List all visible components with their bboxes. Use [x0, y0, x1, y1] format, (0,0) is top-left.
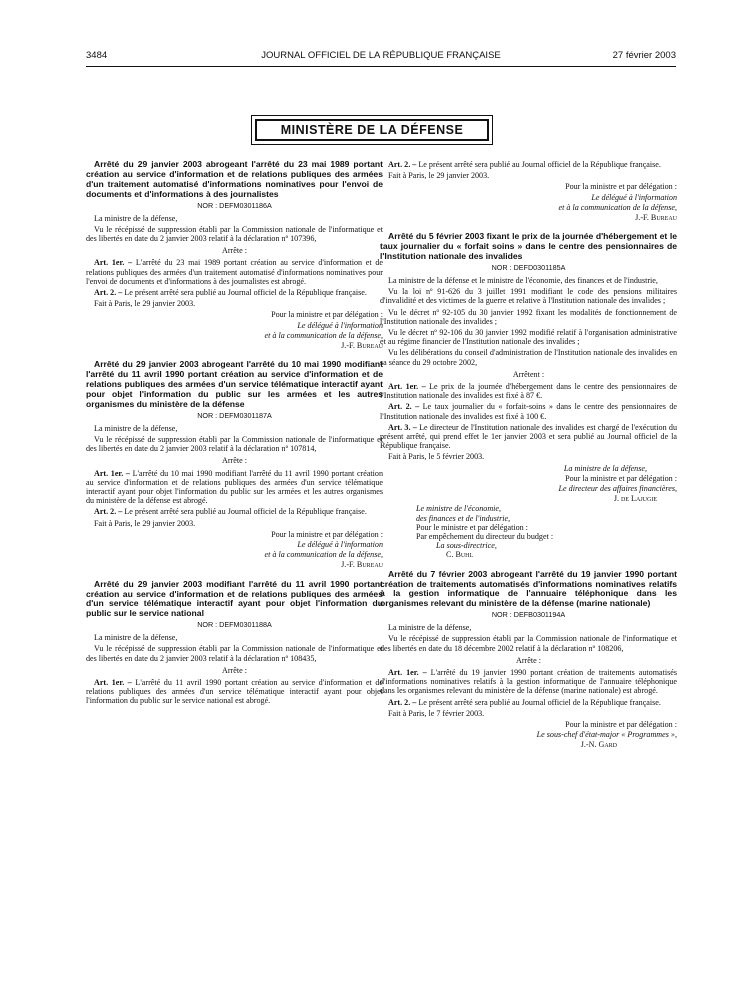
article-1	[380, 382, 677, 400]
fait-line: Fait à Paris, le 29 janvier 2003.	[94, 299, 196, 309]
article-2	[380, 402, 677, 420]
preamble: Vu le récépissé de suppression établi par la Commission nationale de l'informatique et des libertés en date du 2 janvier 2003 relatif à la déclaration nº 108435,	[86, 644, 383, 663]
decree-title: Arrêté du 29 janvier 2003 modifiant l'arrêté du 11 avril 1990 portant création au service d'information et de relations publiques des armées d'un service télématique interactif ayant pour objet l'information du public sur le service national	[86, 578, 383, 619]
arrete-label: Arrête :	[222, 456, 247, 466]
signature-line: et à la communication de la défense,	[264, 550, 383, 560]
ministry-title: MINISTÈRE DE LA DÉFENSE	[255, 119, 489, 141]
decree-2	[86, 360, 383, 569]
article-label: Art. 1er. –	[94, 678, 132, 688]
signature-line: Pour la ministre et par délégation :	[271, 310, 383, 320]
article-1	[86, 469, 383, 506]
arrete-label: Arrête :	[516, 655, 541, 665]
article-text: L'arrêté du 23 mai 1989 portant création au service d'information et de relations publiques des armées d'un traitement automatisé d'informations nominatives pour l'envoi de documents et d'informations à des journalistes est abrogé.	[86, 258, 384, 286]
arrete-label: Arrête :	[222, 665, 247, 675]
preamble: Vu le récépissé de suppression établi par la Commission nationale de l'informatique et des libertés en date du 2 janvier 2003 relatif à la déclaration nº 107396,	[86, 224, 383, 244]
fait-line: Fait à Paris, le 5 février 2003.	[388, 452, 485, 462]
article-2	[86, 507, 383, 516]
page-header	[86, 50, 676, 64]
arrete-label: Arrêtent :	[512, 369, 545, 379]
preamble: Vu les délibérations du conseil d'administration de l'Institution nationale des invalides en sa séance du 29 octobre 2002,	[380, 348, 677, 367]
signature-line: Le ministre de l'économie,	[416, 504, 502, 514]
article-label: Art. 3. –	[388, 422, 417, 432]
article-2	[380, 160, 677, 169]
signature-line: Pour la ministre et par délégation :	[565, 720, 677, 730]
article-label: Art. 2. –	[388, 402, 420, 412]
article-label: Art. 2. –	[388, 697, 417, 707]
preamble: La ministre de la défense,	[94, 423, 178, 433]
preamble: Vu la loi nº 91-626 du 3 juillet 1991 modifiant le code des pensions militaires d'invalidité et des victimes de la guerre et relative à l'Institution nationale des invalides ;	[380, 287, 677, 306]
decree-1	[86, 160, 383, 350]
article-label: Art. 1er. –	[388, 381, 426, 391]
fait-line: Fait à Paris, le 7 février 2003.	[388, 708, 485, 718]
article-label: Art. 2. –	[94, 288, 123, 298]
article-text: L'arrêté du 11 avril 1990 portant création au service d'information et de relations publiques des armées d'un service télématique interactif ayant pour objet l'information du public sur le service national est abrogé.	[86, 678, 383, 706]
signature-line: Le sous-chef d'état-major « Programmes »,	[536, 730, 677, 740]
article-label: Art. 2. –	[94, 507, 123, 517]
signature-line: Pour la ministre et par délégation :	[271, 529, 383, 539]
preamble: Vu le décret nº 92-105 du 30 janvier 1992 fixant les modalités de fonctionnement de l'Institution nationale des invalides ;	[380, 307, 677, 326]
decree-title: Arrêté du 29 janvier 2003 abrogeant l'arrêté du 10 mai 1990 modifiant l'arrêté du 11 avril 1990 portant création au service d'information et de relations publiques des armées d'un service télématique interactif ayant pour objet l'information du public sur les armées et les autres organismes du ministère de la défense	[86, 359, 383, 409]
signature-line: Par empêchement du directeur du budget :	[416, 532, 554, 542]
preamble: Vu le récépissé de suppression établi par la Commission nationale de l'informatique et des libertés en date du 2 janvier 2003 relatif à la déclaration nº 107814,	[86, 435, 383, 454]
signature-line: Le délégué à l'information	[297, 540, 383, 550]
signatory-name: J.-N. Gard	[580, 740, 617, 750]
decree-3	[86, 580, 383, 706]
article-text: Le présent arrêté sera publié au Journal officiel de la République française.	[122, 288, 367, 298]
preamble: La ministre de la défense,	[388, 623, 472, 633]
decree-title: Arrêté du 29 janvier 2003 abrogeant l'arrêté du 23 mai 1989 portant création au service d'information et de relations publiques des armées d'un traitement automatisé d'informations nominatives pour l'envoi de documents et d'informations à des journalistes	[86, 159, 383, 199]
signatory-name: J.-F. Bureau	[341, 341, 383, 351]
decree-title: Arrêté du 7 février 2003 abrogeant l'arrêté du 19 janvier 1990 portant création de traitements automatisés d'informations nominatives relatifs à la gestion informatique de l'annuaire téléphonique dans les organismes relevant du ministère de la défense (marine nationale)	[380, 568, 677, 609]
decree-5	[380, 570, 677, 750]
preamble: Vu le décret nº 92-106 du 30 janvier 1992 modifié relatif à l'organisation administrative et au régime financier de l'Institution nationale des invalides ;	[380, 327, 677, 347]
signatory-name: J.-F. Bureau	[635, 213, 677, 223]
article-text: Le directeur de l'Institution nationale des invalides est chargé de l'exécution du présent arrêté, qui prend effet le 1er janvier 2003 et sera publié au Journal officiel de la République française.	[380, 422, 678, 451]
signature-line: Pour la ministre et par délégation :	[565, 182, 677, 192]
article-text: Le présent arrêté sera publié au Journal officiel de la République française.	[416, 160, 661, 169]
signatory-name: C. Buhl	[446, 550, 474, 560]
article-text: L'arrêté du 10 mai 1990 modifiant l'arrêté du 11 avril 1990 portant création au service d'information et de relations publiques des armées d'un service télématique interactif ayant pour objet l'information du public sur les armées et les autres organismes du ministère de la défense est abrogé.	[86, 468, 384, 506]
signatory-name: J. de Lajugie	[613, 494, 657, 504]
signature-line: Pour le ministre et par délégation :	[416, 522, 528, 532]
page-number: 3484	[86, 50, 108, 61]
article-label: Art. 1er. –	[388, 668, 427, 678]
issue-date: 27 février 2003	[612, 50, 676, 61]
article-1	[86, 678, 383, 706]
preamble: La ministre de la défense,	[94, 633, 178, 643]
article-text: Le présent arrêté sera publié au Journal officiel de la République française.	[122, 507, 367, 517]
signature-block-economy	[380, 504, 677, 559]
article-label: Art. 1er. –	[94, 258, 133, 268]
nor-reference: NOR : DEFB0301194A	[491, 610, 566, 620]
signature-line: Le délégué à l'information	[591, 192, 677, 202]
article-1	[86, 258, 383, 286]
article-text: Le présent arrêté sera publié au Journal officiel de la République française.	[416, 697, 661, 707]
preamble: La ministre de la défense et le ministre de l'économie, des finances et de l'industrie,	[388, 275, 658, 285]
signature-line: des finances et de l'industrie,	[416, 513, 511, 523]
article-text: L'arrêté du 19 janvier 1990 portant création de traitements automatisés d'informations nominatives relatifs à la gestion informatique de l'annuaire téléphonique dans les organismes relevant du ministère de la défense (marine nationale) est abrogé.	[380, 668, 677, 696]
signatory-name: J.-F. Bureau	[341, 560, 383, 570]
article-text: Le taux journalier du « forfait-soins » dans le centre des pensionnaires de l'Institution nationale des invalides est fixé à 100 €.	[380, 402, 677, 421]
nor-reference: NOR : DEFM0301187A	[197, 410, 272, 420]
signature-line: et à la communication de la défense,	[558, 202, 677, 212]
signature-line: La ministre de la défense,	[563, 463, 647, 473]
article-label: Art. 2. –	[388, 160, 417, 169]
left-column	[86, 160, 383, 716]
article-2	[86, 288, 383, 297]
decree-title: Arrêté du 5 février 2003 fixant le prix de la journée d'hébergement et le taux journalier du « forfait soins » dans le centre des pensionnaires de l'Institution nationale des invalides	[380, 231, 677, 262]
signature-line: et à la communication de la défense,	[264, 330, 383, 340]
article-label: Art. 1er. –	[94, 468, 130, 478]
journal-title: JOURNAL OFFICIEL DE LA RÉPUBLIQUE FRANÇAISE	[261, 50, 501, 61]
right-column	[380, 160, 677, 760]
decree-3-continued	[380, 160, 677, 222]
preamble: Vu le récépissé de suppression établi par la Commission nationale de l'informatique et des libertés en date du 18 décembre 2002 relatif à la déclaration nº 108206,	[380, 634, 677, 653]
preamble: La ministre de la défense,	[94, 213, 178, 223]
signature-line: Pour la ministre et par délégation :	[565, 473, 677, 483]
article-3	[380, 423, 677, 451]
nor-reference: NOR : DEFM0301186A	[197, 200, 272, 210]
decree-4	[380, 232, 677, 559]
article-1	[380, 668, 677, 696]
nor-reference: NOR : DEFM0301188A	[197, 620, 272, 630]
article-2	[380, 698, 677, 707]
fait-line: Fait à Paris, le 29 janvier 2003.	[388, 171, 490, 181]
article-text: Le prix de la journée d'hébergement dans le centre des pensionnaires de l'Institution nationale des invalides est fixé à 87 €.	[380, 381, 678, 401]
nor-reference: NOR : DEFD0301185A	[491, 262, 566, 272]
fait-line: Fait à Paris, le 29 janvier 2003.	[94, 518, 196, 528]
header-rule	[86, 66, 676, 67]
signature-line: Le directeur des affaires financières,	[558, 484, 677, 493]
signature-line: La sous-directrice,	[436, 541, 497, 551]
arrete-label: Arrête :	[222, 246, 247, 256]
signature-line: Le délégué à l'information	[297, 320, 383, 330]
ministry-box	[251, 115, 493, 145]
